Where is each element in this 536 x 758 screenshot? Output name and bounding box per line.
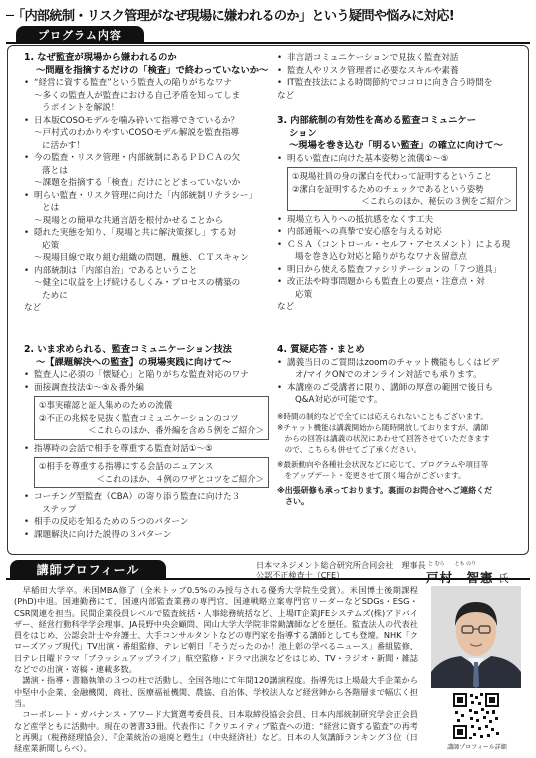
section-4-items: [277, 357, 517, 407]
section-2-items-b: [24, 443, 269, 456]
list-item-detail: ～健全に収益を上げ続けるしくみ・プロセスの構築の: [34, 278, 241, 288]
example-line: ＜これらのほか、番外編を含め５例をご紹介＞: [88, 425, 264, 435]
list-item-continuation: とは: [42, 203, 60, 213]
list-item-detail: ～現場との簡単な共通言語を根付かせることから: [34, 215, 224, 226]
list-item: • 相手の反応を知るための５つのパターン: [24, 516, 269, 529]
list-item: • 現場立ち入りへの抵抗感をなくす工夫: [277, 214, 517, 227]
list-item: • 内部通報への真摯で安心感を与える対応: [277, 226, 517, 239]
affiliation-line: 日本マネジメント総合研究所合同会社 理事長: [256, 560, 426, 570]
section-1-subtitle: ～問題を指摘するだけの「検査」で終わっていないか～: [36, 64, 269, 76]
profile-tab: 講師プロフィール: [10, 560, 166, 578]
list-etc: など: [277, 90, 295, 101]
list-item-continuation: 落とは: [42, 165, 68, 176]
lecturer-name-text: 戸村 智憲: [426, 570, 494, 585]
qr-graphic: [452, 692, 500, 740]
section-2: [24, 344, 269, 541]
lecturer-affiliation: [256, 560, 426, 580]
biography-paragraph: コーポレート・ガバナンス・アワード大賞選考委員長、日本取締役協会会員、日本内部統制研究学会正会員など産学ともに活動中。現在の著書33冊。代表作に『クリエイティブ監査への道：“経営に資する監査”の再考と再興』（税務経理協会）、『企業統治の退廃と甦生』（中央経済社）など。日本の人気講師ランキング３位（日経産業新聞しらべ）。: [14, 709, 418, 754]
note-line: からの回答は講義の状況にあわせて回答させていただきます: [277, 433, 490, 443]
list-etc: など: [24, 303, 42, 313]
list-item: • コーチング型監査（CBA）の寄り添う監査に向けた３: [24, 491, 269, 504]
example-box-dialogue: [34, 457, 269, 488]
list-item: • 講義当日のご質問はzoomのチャット機能もしくはビデ: [277, 357, 517, 370]
list-item-continuation: ステップ: [42, 504, 77, 515]
section-1-title: 1. なぜ監査が現場から嫌われるのか: [24, 52, 177, 63]
profile-qr-code[interactable]: [452, 692, 500, 740]
list-item: • 監査人やリスク管理者に必要なスキルや素養: [277, 65, 517, 78]
section-2-items-a: [24, 369, 269, 394]
list-item-detail: ～現場目線で取り組む組織の問題、醜態、ＣＴスキャン: [34, 253, 249, 263]
list-item: • 指導時の会話で相手を尊重する監査対話①～⑤: [24, 443, 269, 456]
qr-caption: 講師プロフィール詳細: [447, 744, 507, 751]
list-item: • 明るい監査に向けた基本姿勢と流儀①～⑤: [277, 153, 517, 166]
list-item: • 明らい監査・リスク管理に向けた「内部統制リテラシー」: [24, 190, 269, 203]
profile-biography: [14, 585, 418, 754]
list-item-continuation: 場を巻き込む対応と陥りがちなワナ＆留意点: [295, 252, 467, 262]
list-item: • 今の監査・リスク管理・内部統制にあるＰＤＣＡの欠: [24, 152, 269, 165]
list-item: • “経営に資する監査”という監査人の陥りがちなワナ: [24, 77, 269, 90]
section-divider: [6, 42, 530, 44]
section-1: [24, 52, 269, 315]
profile-header: [6, 558, 530, 585]
example-line: ①相手を尊重する指導にする会話のニュアンス: [39, 461, 214, 471]
list-item-detail: ～多くの監査人が監査における自己矛盾を知ってしま: [34, 90, 241, 101]
note-line: ※時間の制約などで全てには応えられないこともございます。: [277, 411, 488, 421]
example-line: ＜これのほか、４例のワザとコツをご紹介＞: [96, 473, 264, 484]
credential-line: 公認不正検査士（CFE）: [256, 570, 345, 580]
note-line: をアップデート・変更させて頂く場合がございます。: [277, 470, 466, 480]
example-line: ①事実確認と証人集めのための流儀: [39, 400, 173, 410]
list-item-continuation: Q&A対応が可能です。: [295, 395, 383, 405]
note-line-emphasis: さい。: [277, 496, 309, 506]
list-item: • 改正法や時事問題からも監査上の要点・注意点・対: [277, 276, 517, 289]
section-3-items-b: [277, 214, 517, 314]
section-4-notes: [277, 411, 517, 507]
list-item: • 日本版COSOモデルを噛み砕いて指導できているか？: [24, 115, 269, 128]
list-item-continuation: 応策: [295, 289, 313, 300]
section-3-title-cont: ション: [289, 127, 317, 139]
section-4-title: 4. 質疑応答・まとめ: [277, 344, 365, 355]
example-box-stance: [287, 167, 517, 211]
list-item-detail: ～課題を指摘する「検査」だけにとどまっていないか: [34, 178, 241, 188]
list-item-continuation: 応策: [42, 240, 60, 251]
example-box-interview: [34, 396, 269, 440]
lecturer-photo: [431, 586, 521, 688]
honorific: 氏: [498, 574, 509, 585]
list-item: • ＣＳＡ（コントロール・セルフ・アセスメント）による現: [277, 239, 517, 252]
example-line: ②不正の兆候を見抜く監査コミュニケーションのコツ: [39, 412, 239, 423]
example-line: ①現場社員の身の潔白を代わって証明するということ: [292, 171, 493, 181]
program-section-tab: プログラム内容: [16, 26, 144, 43]
list-item: • 明日から使える監査ファシリテーションの「７つ道具」: [277, 264, 517, 277]
note-line: ので、こちらも併せてご了承ください。: [277, 444, 422, 454]
note-line: ※最新動向や各種社会状況などに応じて、プログラムや項目等: [277, 459, 489, 469]
list-item-continuation: オ/マイクONでのオンライン対話でも承ります。: [295, 370, 482, 380]
section-2-items-c: [24, 491, 269, 541]
list-item: • 面接調査技法①～⑤＆番外編: [24, 382, 269, 395]
list-item: • 課題解決に向けた説得の３パターン: [24, 529, 269, 542]
headline-text: 「内部統制・リスク管理がなぜ現場に嫌われるのか」という疑問や悩みに対応!: [11, 9, 455, 24]
note-line-emphasis: ※出張研修も承っております。裏面のお問合せへご連絡くだ: [277, 485, 493, 495]
name-ruby: と むら とも のり: [428, 561, 477, 567]
list-item-detail: ～戸村式のわかりやすいCOSOモデル解説を監査指導: [34, 128, 240, 138]
section-3-title: 3. 内部統制の有効性を高める監査コミュニケー: [277, 115, 476, 126]
section-3: [277, 115, 517, 314]
biography-paragraph: 早稲田大学卒。米国MBA修了（全米トップ0.5%のみ授与される優秀大学院生受賞）。米国博士後期課程(PhD)中退。国連勤務にて、国連内部監査業務の専門官、国連戦略立案専門官リーダーなどSDGs・ESG・CSR関連を担当。民間企業役員レベルで監査統括・人事総務統括など、上場IT企業JFEシステムズ(株)アドバイザー、経営行動科学学会理事、JA長野中央会顧問、岡山大学大学院非常勤講師などを歴任。監査法人の代表社員をはじめ、公認会計士や弁護士、大手コンサルタントなどの専門家を指導する講師としても登壇。NHK「クローズアップ現代」TV出演・番組監修、テレビ朝日「そうだったのか！池上彰の学べるニュース」番組監修、日テレ日曜ドラマ「ブラッシュアップライフ」航空監修・ドラマ出演などをはじめ、TV・ラジオ・新聞・雑誌などでの出演・寄稿・連載多数。: [14, 585, 418, 675]
example-line: ②潔白を証明するためのチェックであるという姿勢: [292, 183, 484, 194]
section-4: [277, 344, 517, 507]
example-line: ＜これらのほか、秘伝の３例をご紹介＞: [361, 196, 512, 206]
list-item-continuation: うポイントを解説！: [42, 103, 120, 113]
section-2-subtitle: ～【課題解決への監査】の現場実践に向けて～: [36, 356, 232, 368]
lecturer-name: [426, 562, 509, 586]
section-3-subtitle: ～現場を巻き込む「明るい監査」の確立に向けて～: [289, 140, 503, 151]
section-1-items: [24, 77, 269, 315]
list-item: • IT監査技法による時間節約でココロに向き合う時間を: [277, 77, 517, 90]
note-line: ※チャット機能は講義開始から随時開放しておりますが、講師: [277, 422, 489, 432]
list-item: • 監査人に必須の「懐疑心」と陥りがちな監査対応のワナ: [24, 369, 269, 382]
list-item: • 内部統制は「内部自治」であるということ: [24, 265, 269, 278]
list-item-continuation: ために: [42, 290, 68, 301]
continued-items: [277, 52, 517, 102]
page-headline: ─「内部統制・リスク管理がなぜ現場に嫌われるのか」という疑問や悩みに対応!: [6, 9, 455, 24]
list-etc: など: [277, 302, 295, 312]
list-item: • 本講座のご受講者に限り、講師の厚意の範囲で後日も: [277, 382, 517, 395]
section-2-title: 2. いま求められる、監査コミュニケーション技法: [24, 344, 232, 355]
biography-paragraph: 講演・指導・書籍執筆の３つの柱で活動し、全国各地にて年間120講演程度。指導先は上場最大手企業から中堅中小企業、金融機関、商社、医療福祉機関、農協、自治体、学校法人など経営陣から各階層まで幅広く担当。: [14, 675, 418, 708]
list-item-continuation: に活かす！: [42, 140, 85, 151]
list-item: • 非言語コミュニケーションで見抜く監査対話: [277, 52, 517, 65]
section-2-continued: [277, 52, 517, 102]
list-item: • 隠れた実態を知り、「現場と共に解決策探し」する対: [24, 227, 269, 240]
section-3-items-a: [277, 153, 517, 166]
